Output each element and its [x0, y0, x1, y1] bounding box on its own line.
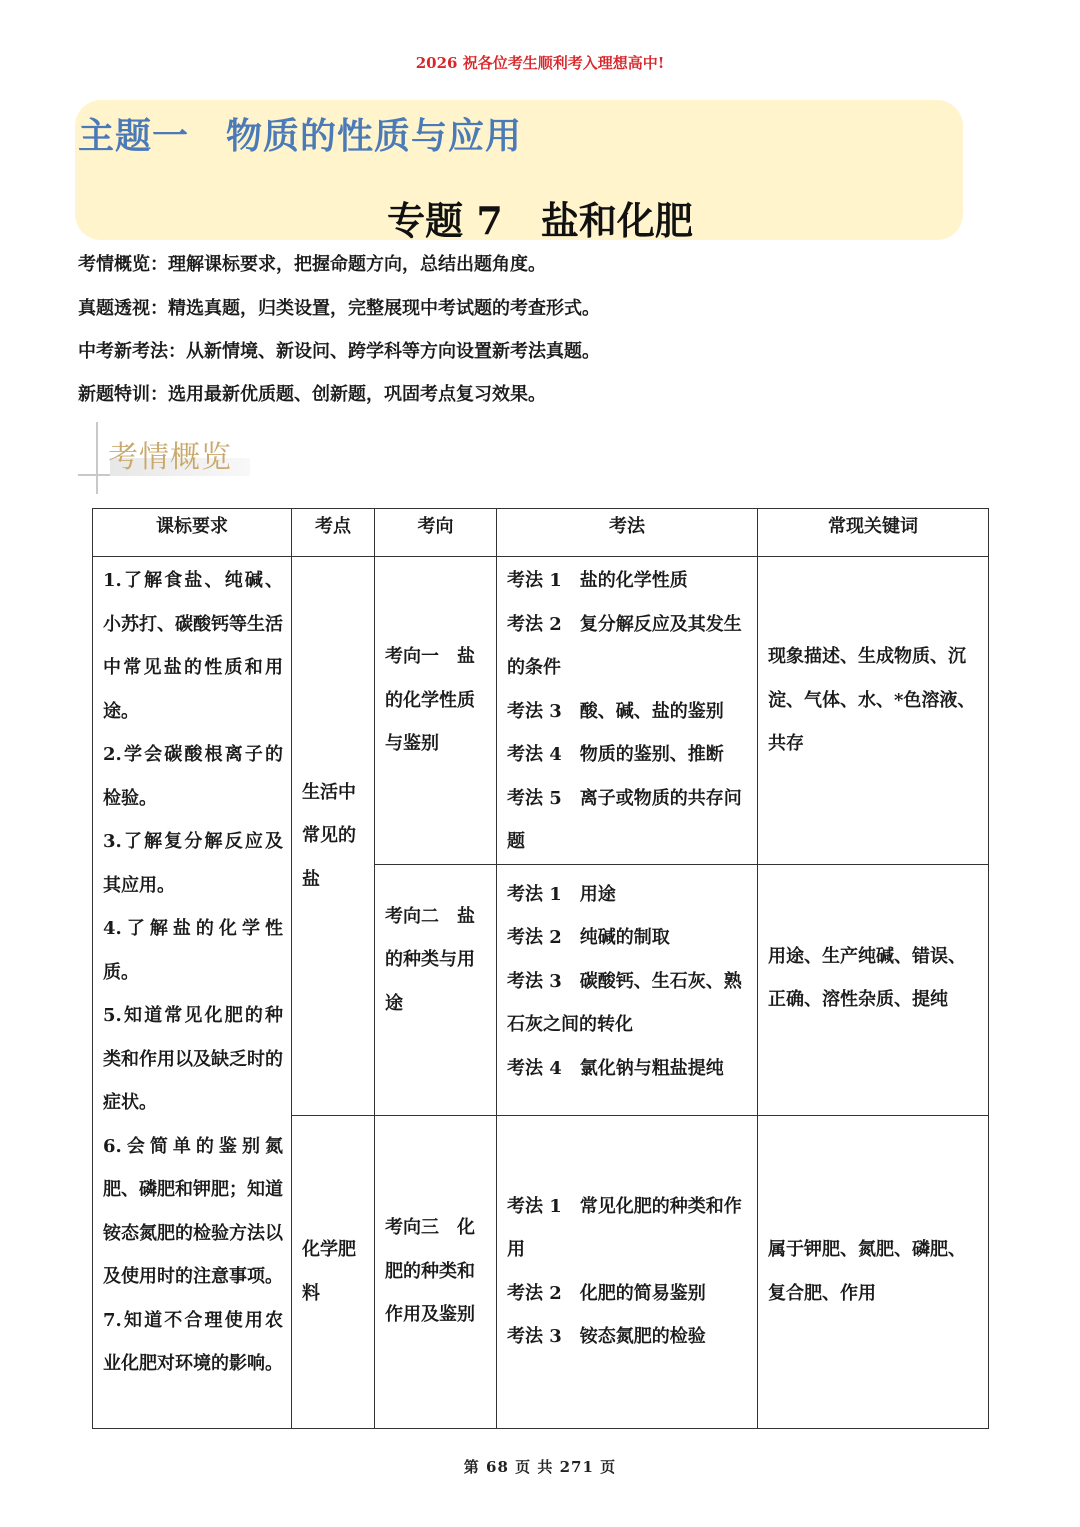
table-header-row — [93, 509, 989, 557]
header-requirements: 课标要求 — [93, 509, 292, 557]
footer-prefix: 第 — [463, 1458, 480, 1476]
requirements-cell — [93, 557, 292, 1429]
method-item: 考法 3 酸、碱、盐的鉴别 — [507, 700, 724, 722]
requirement-item: 7.知道不合理使用农业化肥对环境的影响。 — [103, 1309, 283, 1374]
method-item: 考法 3 铵态氮肥的检验 — [507, 1326, 706, 1347]
requirement-item: 5.知道常见化肥的种类和作用以及缺乏时的症状。 — [103, 1005, 283, 1113]
footer-suffix: 页 — [600, 1458, 617, 1476]
keywords-text: 用途、生产纯碱、错误、正确、溶性杂质、提纯 — [768, 945, 966, 1010]
current-page-number: 68 — [486, 1458, 509, 1476]
total-page-count: 271 — [559, 1458, 594, 1476]
methods-cell — [497, 864, 758, 1115]
direction-label: 考向一 盐的化学性质与鉴别 — [385, 646, 475, 754]
method-item: 考法 4 氯化钠与粗盐提纯 — [507, 1057, 724, 1079]
point-cell — [292, 1115, 375, 1428]
requirement-item: 1.了解食盐、纯碱、小苏打、碳酸钙等生活中常见盐的性质和用途。 — [103, 570, 283, 722]
footer-middle: 页 共 — [515, 1458, 554, 1476]
methods-cell — [497, 557, 758, 865]
method-item: 考法 1 盐的化学性质 — [507, 570, 688, 591]
header-keywords: 常现关键词 — [758, 509, 989, 557]
intro-line-real-questions: 真题透视：精选真题，归类设置，完整展现中考试题的考查形式。 — [78, 298, 600, 319]
keywords-cell — [758, 557, 989, 865]
point-cell — [292, 557, 375, 1116]
direction-label: 考向三 化肥的种类和作用及鉴别 — [385, 1217, 475, 1326]
section-heading-title: 考情概览 — [108, 440, 232, 475]
point-label: 生活中常见的盐 — [302, 781, 356, 890]
direction-cell — [375, 864, 497, 1115]
method-item: 考法 4 物质的鉴别、推断 — [507, 744, 724, 765]
exam-overview-table — [92, 508, 989, 1429]
method-item: 考法 2 复分解反应及其发生的条件 — [507, 613, 742, 678]
header-points: 考点 — [292, 509, 375, 557]
chapter-title: 专题 7 盐和化肥 — [387, 198, 693, 243]
method-item: 考法 2 化肥的简易鉴别 — [507, 1282, 706, 1304]
intro-line-overview: 考情概览：理解课标要求，把握命题方向，总结出题角度。 — [78, 254, 546, 275]
keywords-cell — [758, 864, 989, 1115]
methods-cell — [497, 1115, 758, 1428]
section-heading — [78, 418, 268, 496]
intro-line-new-methods: 中考新考法：从新情境、新设问、跨学科等方向设置新考法真题。 — [78, 341, 600, 362]
direction-cell — [375, 1115, 497, 1428]
method-item: 考法 2 纯碱的制取 — [507, 927, 670, 948]
intro-line-new-training: 新题特训：选用最新优质题、创新题，巩固考点复习效果。 — [78, 384, 546, 405]
header-methods: 考法 — [497, 509, 758, 557]
direction-label: 考向二 盐的种类与用途 — [385, 905, 475, 1014]
direction-cell — [375, 557, 497, 865]
point-label: 化学肥料 — [302, 1239, 356, 1304]
table-row — [93, 557, 989, 865]
section-heading-vertical-rule — [96, 422, 98, 494]
page-footer — [0, 1456, 1080, 1477]
requirement-item: 6.会简单的鉴别氮肥、磷肥和钾肥；知道铵态氮肥的检验方法以及使用时的注意事项。 — [103, 1135, 283, 1287]
keywords-cell — [758, 1115, 989, 1428]
method-item: 考法 5 离子或物质的共存问题 — [507, 787, 742, 852]
requirement-item: 2.学会碳酸根离子的检验。 — [103, 744, 283, 809]
topic-title: 主题一 物质的性质与应用 — [78, 115, 523, 157]
method-item: 考法 1 用途 — [507, 883, 616, 905]
header-directions: 考向 — [375, 509, 497, 557]
keywords-text: 属于钾肥、氮肥、磷肥、复合肥、作用 — [768, 1239, 966, 1304]
header-note: 2026 祝各位考生顺利考入理想高中! — [415, 54, 665, 72]
keywords-text: 现象描述、生成物质、沉淀、气体、水、*色溶液、共存 — [768, 646, 976, 754]
method-item: 考法 3 碳酸钙、生石灰、熟石灰之间的转化 — [507, 970, 742, 1035]
requirement-item: 3.了解复分解反应及其应用。 — [103, 831, 283, 896]
requirement-item: 4.了解盐的化学性质。 — [103, 918, 283, 983]
method-item: 考法 1 常见化肥的种类和作用 — [507, 1195, 742, 1260]
